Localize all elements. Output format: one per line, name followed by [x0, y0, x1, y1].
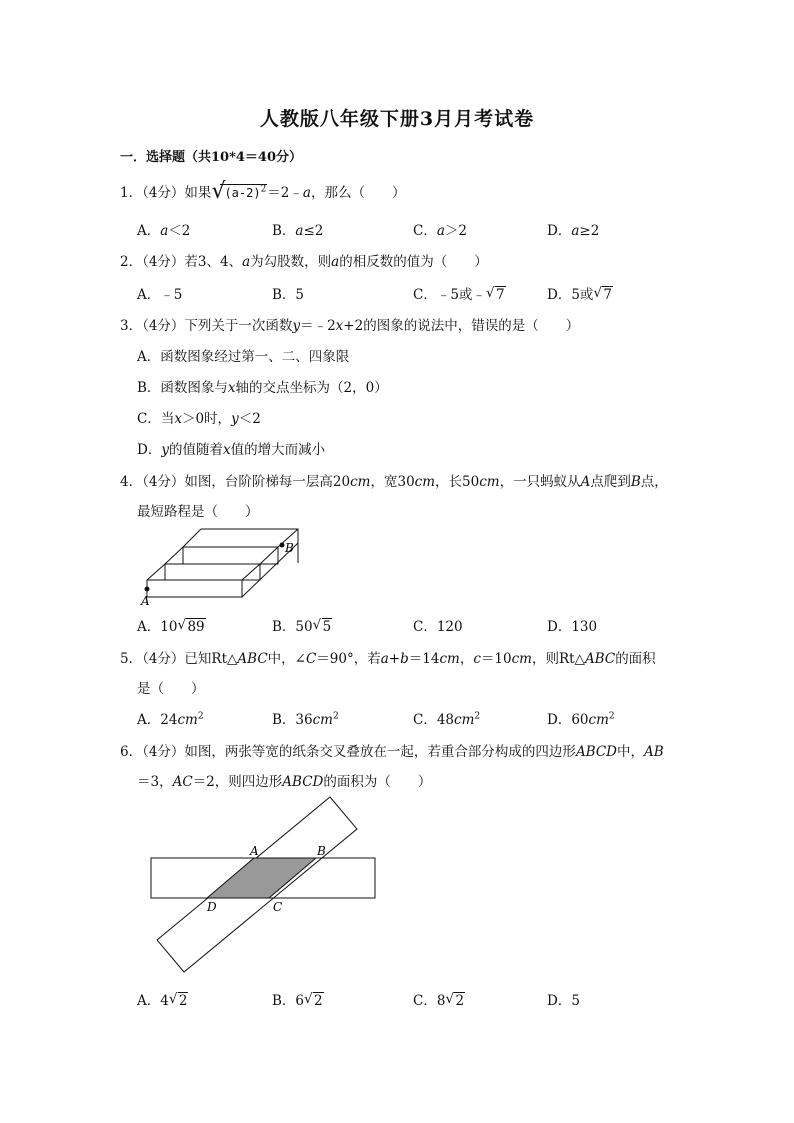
q6-option-a[interactable]: A．4 √ 2: [137, 991, 188, 1009]
q2-option-b[interactable]: B．5: [272, 287, 305, 303]
point-a-dot: [145, 587, 150, 592]
label-c: C: [273, 900, 283, 914]
q6-line2: ＝3，AC＝2，则四边形ABCD的面积为（ ）: [137, 774, 432, 790]
q5-option-d[interactable]: D．$60cm^2$: [547, 711, 615, 728]
q1-stem: 1．（4分）如果: [120, 185, 212, 201]
q6-option-d[interactable]: D．5: [547, 993, 580, 1009]
page-title: 人教版八年级下册3月月考试卷: [259, 108, 535, 130]
q3-option-b[interactable]: B．函数图象与x轴的交点坐标为（2，0）: [137, 380, 388, 396]
q4-option-c[interactable]: C．120: [413, 619, 463, 635]
stairs-label-b: B: [285, 541, 294, 555]
q1-option-c[interactable]: C．a＞2: [413, 223, 467, 239]
q4-line2: 最短路程是（ ）: [137, 504, 259, 520]
q5-option-c[interactable]: C．$48cm^2$: [413, 711, 481, 728]
question-2: 2．（4分）若3、4、a为勾股数，则a的相反数的值为（ ）: [120, 254, 488, 270]
question-5: 5．（4分）已知Rt△ABC中，∠C＝90°，若a+b＝14cm，c＝10cm，则Rt△ABC的面积: [120, 651, 656, 667]
q5-line2: 是（ ）: [137, 681, 205, 697]
question-4: 4．（4分）如图，台阶阶梯每一层高20cm，宽30cm，长50cm，一只蚂蚁从A点爬到B点，: [120, 474, 668, 490]
q1-option-b[interactable]: B．a≤2: [272, 223, 324, 239]
question-6: 6．（4分）如图，两张等宽的纸条交叉叠放在一起，若重合部分构成的四边形ABCD中，AB: [120, 744, 664, 760]
stairs-label-a: A: [141, 594, 150, 608]
q4-option-b[interactable]: B．50 √ 5: [272, 617, 332, 635]
q5-option-a[interactable]: A．$24cm^2$: [137, 711, 204, 728]
question-1: 1．（4分）如果 √ $(a-2)^2=2﹣a$，那么（ ）: [120, 178, 406, 204]
label-d: D: [207, 900, 217, 914]
q2-option-c[interactable]: C．﹣5或﹣ √ 7: [413, 285, 505, 303]
q2-option-a[interactable]: A．﹣5: [137, 287, 183, 303]
q3-option-a[interactable]: A．函数图象经过第一、二、四象限: [137, 349, 350, 365]
q2-option-d[interactable]: D．5或 √ 7: [547, 285, 613, 303]
q3-option-d[interactable]: D．y的值随着x值的增大而减小: [137, 442, 326, 458]
point-b-dot: [280, 543, 285, 548]
question-3: 3．（4分）下列关于一次函数y＝﹣2x+2的图象的说法中，错误的是（ ）: [120, 318, 580, 334]
q1-option-a[interactable]: A．a＜2: [137, 223, 191, 239]
label-a: A: [250, 844, 259, 858]
q4-option-d[interactable]: D．130: [547, 619, 598, 635]
section-heading: 一．选择题（共10*4＝40分）: [120, 150, 303, 165]
q1-radical: √ $(a-2)^2$: [211, 178, 267, 204]
label-b: B: [317, 844, 326, 858]
q5-option-b[interactable]: B．$36cm^2$: [272, 711, 339, 728]
q6-option-c[interactable]: C．8 √ 2: [413, 991, 465, 1009]
q3-option-c[interactable]: C．当x＞0时，y＜2: [137, 411, 261, 427]
paper-strips-figure: [140, 795, 380, 977]
q6-option-b[interactable]: B．6 √ 2: [272, 991, 323, 1009]
stairs-figure: [138, 526, 308, 608]
q4-option-a[interactable]: A．10 √ 89: [137, 617, 205, 635]
q1-option-d[interactable]: D．a≥2: [547, 223, 600, 239]
